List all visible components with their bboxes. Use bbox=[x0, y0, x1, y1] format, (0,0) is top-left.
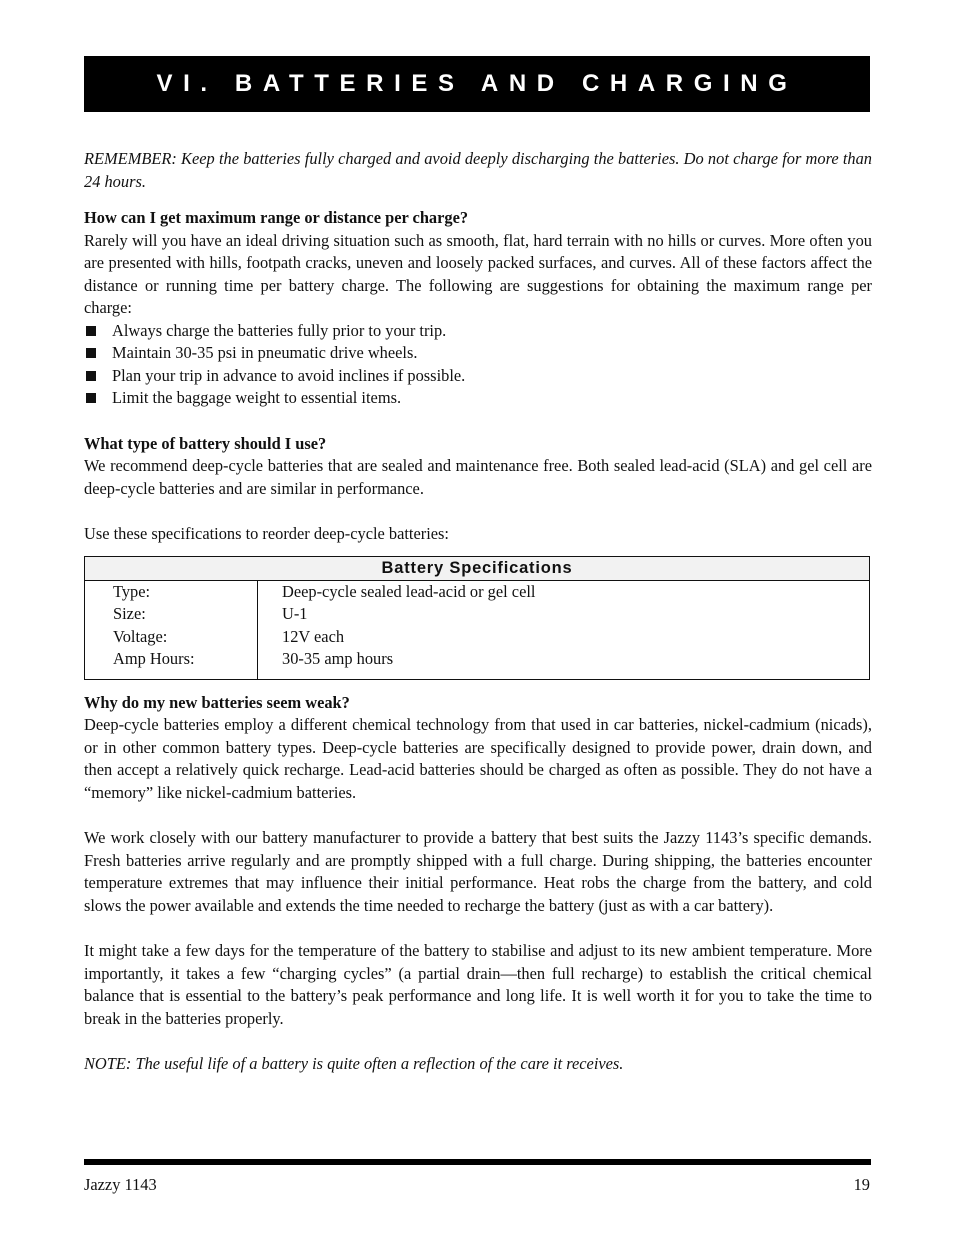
spec-table-title: Battery Specifications bbox=[85, 556, 870, 580]
spec-label: Size: bbox=[85, 603, 258, 626]
weak-batteries-para-3: It might take a few days for the temperature of the battery to stabilise and adjust to its new ambient temperature. More importantly, it takes a few “charging cycles” (a partial drain—then full recharge) to establish the critical chemical balance that is essential to the battery’s peak performance and long life. It is well worth it for you to take the time to break in the batteries properly. bbox=[84, 941, 872, 1028]
chapter-header-bar bbox=[84, 56, 870, 112]
reorder-text: Use these specifications to reorder deep-cycle batteries: bbox=[84, 524, 449, 543]
spec-value: 12V each bbox=[282, 626, 345, 646]
spec-value: Deep-cycle sealed lead-acid or gel cell bbox=[282, 581, 536, 601]
footer-divider bbox=[84, 1159, 871, 1165]
table-row bbox=[85, 603, 870, 626]
chapter-title: VI. BATTERIES AND CHARGING bbox=[156, 70, 798, 97]
square-bullet-icon bbox=[86, 393, 96, 403]
spec-label: Type: bbox=[85, 580, 258, 603]
square-bullet-icon bbox=[86, 371, 96, 381]
battery-spec-table bbox=[84, 556, 870, 680]
range-heading: How can I get maximum range or distance per charge? bbox=[84, 208, 469, 227]
weak-batteries-heading: Why do my new batteries seem weak? bbox=[84, 692, 350, 712]
spec-label: Amp Hours: bbox=[85, 648, 258, 679]
list-item: Limit the baggage weight to essential items. bbox=[84, 387, 872, 410]
table-row bbox=[85, 580, 870, 603]
list-item: Always charge the batteries fully prior to your trip. bbox=[84, 320, 872, 343]
battery-type-body: We recommend deep-cycle batteries that are sealed and maintenance free. Both sealed lead-acid (SLA) and gel cell are deep-cycle batteries and are similar in performance. bbox=[84, 456, 872, 498]
closing-note: NOTE: The useful life of a battery is quite often a reflection of the care it receives. bbox=[84, 1054, 624, 1073]
square-bullet-icon bbox=[86, 326, 96, 336]
remember-note: REMEMBER: Keep the batteries fully charged and avoid deeply discharging the batteries. Do not charge for more than 24 hours. bbox=[84, 149, 872, 191]
page-content bbox=[84, 148, 872, 1076]
spec-value: 30-35 amp hours bbox=[282, 649, 394, 668]
spec-value: U-1 bbox=[282, 604, 308, 623]
spec-label: Voltage: bbox=[85, 626, 258, 649]
footer-page-number: 19 bbox=[853, 1175, 870, 1194]
table-row bbox=[85, 648, 870, 679]
range-body: Rarely will you have an ideal driving situation such as smooth, flat, hard terrain with no hills or curves. More often you are presented with hills, footpath cracks, uneven and loosely packed surfaces, and curves. All of these factors affect the distance or running time per battery charge. The following are suggestions for obtaining the maximum range per charge: bbox=[84, 230, 872, 317]
list-item: Maintain 30-35 psi in pneumatic drive wheels. bbox=[84, 342, 872, 365]
weak-batteries-para-2: We work closely with our battery manufacturer to provide a battery that best suits the Jazzy 1143’s specific demands. Fresh batteries arrive regularly and are promptly shipped with a full charge. During shipping, the batteries encounter temperature extremes that may influence their initial performance. Heat robs the charge from the battery, and cold slows the power available and extends the time needed to recharge the battery (just as with a car battery). bbox=[84, 828, 872, 915]
weak-batteries-para-1: Deep-cycle batteries employ a different chemical technology from that used in car batteries, nickel-cadmium (nicads), or in other common battery types. Deep-cycle batteries are specifically designed to provide power, drain down, and then accept a relatively quick recharge. Lead-acid batteries should be charged as often as possible. They do not have a “memory” like nickel-cadmium batteries. bbox=[84, 715, 872, 802]
range-tips-list bbox=[84, 320, 872, 410]
square-bullet-icon bbox=[86, 348, 96, 358]
table-row bbox=[85, 626, 870, 649]
footer-product-name: Jazzy 1143 bbox=[84, 1175, 157, 1194]
list-item: Plan your trip in advance to avoid inclines if possible. bbox=[84, 365, 872, 388]
battery-type-heading: What type of battery should I use? bbox=[84, 433, 327, 453]
